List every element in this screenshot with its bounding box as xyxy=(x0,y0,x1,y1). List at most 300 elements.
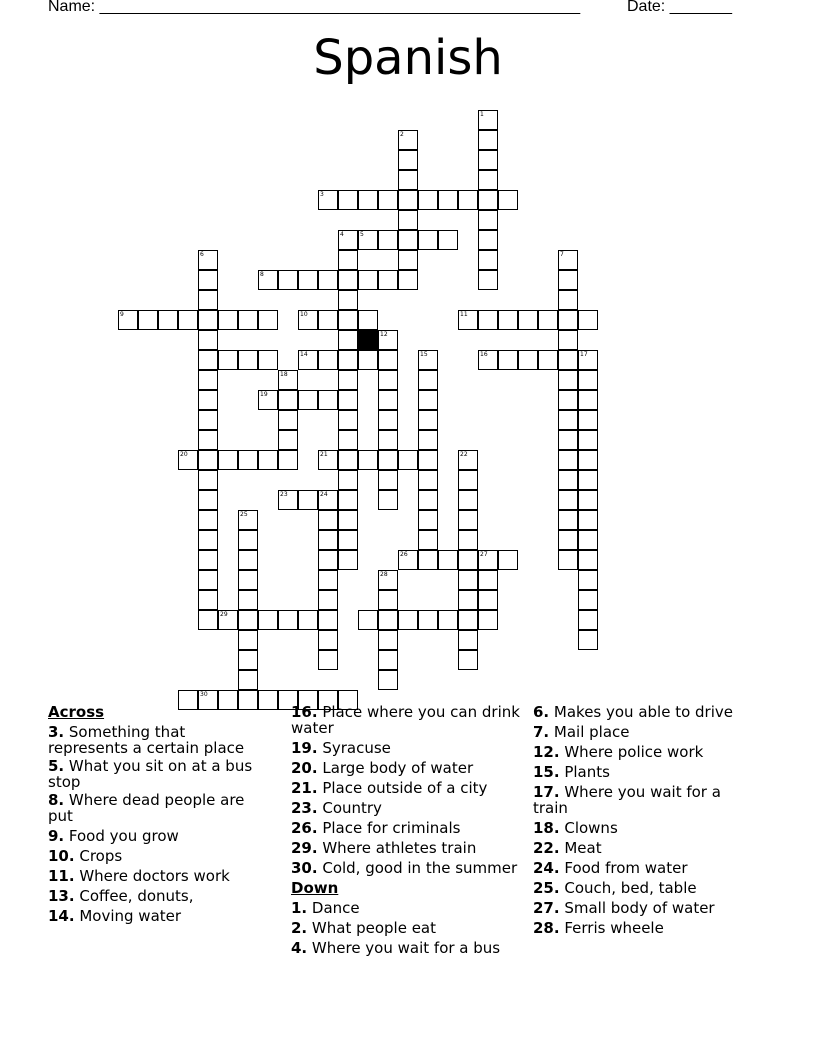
grid-cell[interactable] xyxy=(278,430,298,450)
grid-cell[interactable] xyxy=(378,230,398,250)
grid-cell[interactable] xyxy=(418,490,438,510)
grid-cell[interactable] xyxy=(478,210,498,230)
grid-cell[interactable] xyxy=(398,130,418,150)
grid-cell[interactable] xyxy=(458,650,478,670)
grid-cell[interactable] xyxy=(398,270,418,290)
grid-cell[interactable] xyxy=(578,490,598,510)
grid-cell[interactable] xyxy=(478,250,498,270)
clue-number: 4 xyxy=(340,231,344,238)
clue-item xyxy=(291,858,521,878)
grid-cell[interactable] xyxy=(258,350,278,370)
grid-cell[interactable] xyxy=(318,650,338,670)
clue-number: 5 xyxy=(360,231,364,238)
clue-number: 22 xyxy=(460,451,468,458)
grid-cell[interactable] xyxy=(358,350,378,370)
grid-cell[interactable] xyxy=(358,190,378,210)
grid-cell[interactable] xyxy=(458,610,478,630)
grid-cell[interactable] xyxy=(378,390,398,410)
clue-item xyxy=(48,758,268,790)
clue-column-3 xyxy=(533,702,753,938)
grid-cell[interactable] xyxy=(478,150,498,170)
grid-cell[interactable] xyxy=(318,390,338,410)
grid-cell[interactable] xyxy=(578,510,598,530)
grid-cell[interactable] xyxy=(578,570,598,590)
clue-item xyxy=(291,778,521,798)
clue-number-label: 2. xyxy=(291,919,308,937)
clue-number: 18 xyxy=(280,371,288,378)
grid-cell[interactable] xyxy=(338,470,358,490)
clue-number-label: 23. xyxy=(291,799,318,817)
grid-cell[interactable] xyxy=(578,390,598,410)
grid-cell[interactable] xyxy=(258,450,278,470)
grid-cell[interactable] xyxy=(498,350,518,370)
grid-cell[interactable] xyxy=(578,450,598,470)
grid-cell[interactable] xyxy=(278,450,298,470)
grid-cell[interactable] xyxy=(318,550,338,570)
clue-number: 30 xyxy=(200,691,208,698)
grid-cell[interactable] xyxy=(418,410,438,430)
clue-item xyxy=(291,838,521,858)
grid-cell[interactable] xyxy=(338,430,358,450)
grid-cell[interactable] xyxy=(578,430,598,450)
grid-cell[interactable] xyxy=(338,190,358,210)
grid-cell[interactable] xyxy=(198,290,218,310)
grid-cell[interactable] xyxy=(578,410,598,430)
grid-cell[interactable] xyxy=(458,550,478,570)
grid-cell[interactable] xyxy=(238,350,258,370)
clue-number: 29 xyxy=(220,611,228,618)
grid-cell[interactable] xyxy=(338,330,358,350)
grid-cell[interactable] xyxy=(298,350,318,370)
clue-number: 17 xyxy=(580,351,588,358)
grid-cell[interactable] xyxy=(458,190,478,210)
grid-cell[interactable] xyxy=(418,350,438,370)
grid-cell[interactable] xyxy=(218,450,238,470)
grid-cell[interactable] xyxy=(578,590,598,610)
grid-cell[interactable] xyxy=(538,310,558,330)
grid-cell[interactable] xyxy=(378,490,398,510)
clue-item xyxy=(291,758,521,778)
grid-cell[interactable] xyxy=(458,470,478,490)
grid-cell[interactable] xyxy=(578,310,598,330)
clue-column-1 xyxy=(48,702,268,926)
grid-cell[interactable] xyxy=(238,630,258,650)
clue-text: Place where you can drink water xyxy=(291,703,520,737)
grid-cell[interactable] xyxy=(198,590,218,610)
clue-text: Clowns xyxy=(559,819,618,837)
grid-cell[interactable] xyxy=(398,170,418,190)
clue-number: 2 xyxy=(400,131,404,138)
grid-cell[interactable] xyxy=(538,350,558,370)
grid-cell[interactable] xyxy=(438,610,458,630)
grid-cell[interactable] xyxy=(478,570,498,590)
grid-cell[interactable] xyxy=(578,470,598,490)
clue-text: Large body of water xyxy=(317,759,474,777)
grid-cell[interactable] xyxy=(378,270,398,290)
grid-cell[interactable] xyxy=(318,450,338,470)
clue-item xyxy=(533,878,753,898)
section-heading: Down xyxy=(291,879,339,897)
grid-cell[interactable] xyxy=(218,350,238,370)
grid-cell[interactable] xyxy=(398,230,418,250)
clue-item xyxy=(291,738,521,758)
clue-number-label: 26. xyxy=(291,819,318,837)
grid-cell[interactable] xyxy=(378,590,398,610)
clue-number-label: 24. xyxy=(533,859,560,877)
grid-cell[interactable] xyxy=(378,370,398,390)
grid-cell[interactable] xyxy=(458,530,478,550)
grid-cell[interactable] xyxy=(378,650,398,670)
grid-cell[interactable] xyxy=(378,570,398,590)
clue-number: 21 xyxy=(320,451,328,458)
clue-number: 24 xyxy=(320,491,328,498)
clue-text: Couch, bed, table xyxy=(559,879,697,897)
grid-cell[interactable] xyxy=(338,230,358,250)
grid-cell[interactable] xyxy=(198,530,218,550)
grid-cell[interactable] xyxy=(338,510,358,530)
grid-cell[interactable] xyxy=(418,430,438,450)
clue-number: 16 xyxy=(480,351,488,358)
grid-cell[interactable] xyxy=(498,310,518,330)
grid-cell[interactable] xyxy=(338,490,358,510)
grid-cell[interactable] xyxy=(438,190,458,210)
grid-cell[interactable] xyxy=(258,610,278,630)
grid-cell[interactable] xyxy=(198,350,218,370)
grid-cell[interactable] xyxy=(318,590,338,610)
clue-text: Plants xyxy=(559,763,610,781)
clue-text: Makes you able to drive xyxy=(549,703,734,721)
clue-text: What you sit on at a bus stop xyxy=(48,757,253,791)
clue-number-label: 27. xyxy=(533,899,560,917)
grid-cell[interactable] xyxy=(318,510,338,530)
grid-cell[interactable] xyxy=(158,310,178,330)
clue-number: 3 xyxy=(320,191,324,198)
grid-cell[interactable] xyxy=(578,550,598,570)
grid-cell[interactable] xyxy=(198,510,218,530)
grid-cell[interactable] xyxy=(378,330,398,350)
clue-number-label: 19. xyxy=(291,739,318,757)
grid-cell[interactable] xyxy=(318,490,338,510)
grid-cell[interactable] xyxy=(198,610,218,630)
grid-cell[interactable] xyxy=(278,370,298,390)
grid-cell[interactable] xyxy=(238,570,258,590)
grid-cell[interactable] xyxy=(238,610,258,630)
grid-cell[interactable] xyxy=(478,310,498,330)
clue-text: Ferris wheele xyxy=(559,919,664,937)
grid-cell[interactable] xyxy=(558,250,578,270)
grid-cell[interactable] xyxy=(338,250,358,270)
clue-number-label: 3. xyxy=(48,723,65,741)
grid-cell[interactable] xyxy=(238,590,258,610)
grid-cell[interactable] xyxy=(418,610,438,630)
clue-item xyxy=(48,866,268,886)
grid-cell[interactable] xyxy=(478,610,498,630)
grid-cell[interactable] xyxy=(318,570,338,590)
grid-cell[interactable] xyxy=(198,410,218,430)
grid-cell[interactable] xyxy=(478,270,498,290)
grid-cell[interactable] xyxy=(558,350,578,370)
clue-text: Where athletes train xyxy=(317,839,477,857)
grid-cell[interactable] xyxy=(338,530,358,550)
grid-cell[interactable] xyxy=(318,190,338,210)
clue-text: Country xyxy=(317,799,382,817)
grid-cell[interactable] xyxy=(518,350,538,370)
clue-item xyxy=(533,838,753,858)
grid-cell[interactable] xyxy=(478,170,498,190)
clue-item xyxy=(533,784,753,816)
grid-cell[interactable] xyxy=(438,550,458,570)
grid-cell[interactable] xyxy=(338,270,358,290)
grid-cell[interactable] xyxy=(298,270,318,290)
clue-number-label: 28. xyxy=(533,919,560,937)
grid-cell[interactable] xyxy=(258,390,278,410)
grid-cell[interactable] xyxy=(238,310,258,330)
grid-cell[interactable] xyxy=(578,630,598,650)
clue-text: Place for criminals xyxy=(317,819,461,837)
grid-cell[interactable] xyxy=(338,370,358,390)
grid-cell[interactable] xyxy=(398,210,418,230)
grid-cell[interactable] xyxy=(278,490,298,510)
grid-cell[interactable] xyxy=(398,150,418,170)
name-field: Name: ______________________________________________________ xyxy=(48,0,581,15)
grid-cell[interactable] xyxy=(198,570,218,590)
grid-cell[interactable] xyxy=(398,550,418,570)
grid-cell[interactable] xyxy=(318,310,338,330)
grid-cell[interactable] xyxy=(178,450,198,470)
grid-cell[interactable] xyxy=(198,450,218,470)
clue-text: Small body of water xyxy=(559,899,715,917)
grid-cell[interactable] xyxy=(198,330,218,350)
clue-item xyxy=(533,742,753,762)
grid-cell[interactable] xyxy=(378,610,398,630)
clue-item xyxy=(48,886,268,906)
clue-text: What people eat xyxy=(307,919,437,937)
grid-cell[interactable] xyxy=(398,190,418,210)
clue-text: Where police work xyxy=(559,743,704,761)
grid-cell[interactable] xyxy=(518,310,538,330)
clue-text: Cold, good in the summer xyxy=(317,859,518,877)
clue-text: Mail place xyxy=(549,723,630,741)
grid-cell[interactable] xyxy=(198,270,218,290)
grid-cell[interactable] xyxy=(418,190,438,210)
grid-cell[interactable] xyxy=(558,530,578,550)
grid-cell[interactable] xyxy=(418,510,438,530)
grid-cell[interactable] xyxy=(318,270,338,290)
clue-number-label: 18. xyxy=(533,819,560,837)
grid-cell[interactable] xyxy=(198,310,218,330)
grid-cell[interactable] xyxy=(378,470,398,490)
grid-cell[interactable] xyxy=(458,510,478,530)
grid-cell[interactable] xyxy=(458,570,478,590)
clue-number: 7 xyxy=(560,251,564,258)
clue-number-label: 10. xyxy=(48,847,75,865)
grid-cell[interactable] xyxy=(558,270,578,290)
grid-cell[interactable] xyxy=(558,470,578,490)
grid-cell[interactable] xyxy=(478,350,498,370)
grid-cell[interactable] xyxy=(198,370,218,390)
grid-cell[interactable] xyxy=(238,510,258,530)
clue-item xyxy=(533,898,753,918)
clue-number: 20 xyxy=(180,451,188,458)
grid-cell[interactable] xyxy=(358,610,378,630)
grid-cell[interactable] xyxy=(378,350,398,370)
grid-cell[interactable] xyxy=(378,670,398,690)
grid-cell[interactable] xyxy=(478,110,498,130)
grid-cell[interactable] xyxy=(198,430,218,450)
grid-cell[interactable] xyxy=(238,530,258,550)
grid-cell[interactable] xyxy=(558,550,578,570)
clue-number: 8 xyxy=(260,271,264,278)
grid-cell[interactable] xyxy=(318,630,338,650)
grid-cell[interactable] xyxy=(278,270,298,290)
grid-cell[interactable] xyxy=(338,310,358,330)
grid-cell[interactable] xyxy=(198,250,218,270)
grid-cell[interactable] xyxy=(318,530,338,550)
grid-cell[interactable] xyxy=(558,490,578,510)
grid-cell[interactable] xyxy=(578,370,598,390)
grid-cell[interactable] xyxy=(298,490,318,510)
grid-cell[interactable] xyxy=(578,350,598,370)
grid-cell[interactable] xyxy=(138,310,158,330)
clue-column-2 xyxy=(291,702,521,958)
grid-cell[interactable] xyxy=(578,530,598,550)
clue-number: 1 xyxy=(480,111,484,118)
grid-cell[interactable] xyxy=(278,390,298,410)
grid-cell[interactable] xyxy=(558,330,578,350)
grid-cell[interactable] xyxy=(478,590,498,610)
grid-cell[interactable] xyxy=(458,590,478,610)
clue-item xyxy=(48,906,268,926)
grid-cell[interactable] xyxy=(558,510,578,530)
grid-cell[interactable] xyxy=(238,650,258,670)
grid-cell[interactable] xyxy=(418,230,438,250)
clue-number-label: 20. xyxy=(291,759,318,777)
grid-cell[interactable] xyxy=(498,550,518,570)
grid-cell[interactable] xyxy=(358,450,378,470)
clue-item xyxy=(291,938,521,958)
grid-cell[interactable] xyxy=(418,550,438,570)
grid-cell[interactable] xyxy=(418,470,438,490)
grid-cell[interactable] xyxy=(478,130,498,150)
clue-text: Syracuse xyxy=(317,739,391,757)
grid-cell[interactable] xyxy=(278,410,298,430)
grid-cell[interactable] xyxy=(378,430,398,450)
grid-cell[interactable] xyxy=(178,310,198,330)
grid-cell[interactable] xyxy=(238,670,258,690)
grid-cell[interactable] xyxy=(578,610,598,630)
grid-cell[interactable] xyxy=(498,190,518,210)
clue-number-label: 5. xyxy=(48,757,65,775)
clue-number: 9 xyxy=(120,311,124,318)
grid-cell[interactable] xyxy=(318,610,338,630)
clue-number-label: 17. xyxy=(533,783,560,801)
grid-cell[interactable] xyxy=(558,290,578,310)
clue-number: 14 xyxy=(300,351,308,358)
grid-cell[interactable] xyxy=(478,230,498,250)
grid-cell[interactable] xyxy=(218,610,238,630)
grid-cell[interactable] xyxy=(238,550,258,570)
clue-number-label: 15. xyxy=(533,763,560,781)
grid-cell[interactable] xyxy=(398,450,418,470)
grid-cell[interactable] xyxy=(338,350,358,370)
grid-cell[interactable] xyxy=(198,490,218,510)
grid-cell[interactable] xyxy=(358,230,378,250)
grid-cell[interactable] xyxy=(238,450,258,470)
grid-cell[interactable] xyxy=(378,630,398,650)
clue-number-label: 14. xyxy=(48,907,75,925)
grid-cell[interactable] xyxy=(558,410,578,430)
grid-cell[interactable] xyxy=(358,310,378,330)
grid-cell[interactable] xyxy=(338,410,358,430)
grid-cell[interactable] xyxy=(298,390,318,410)
grid-cell[interactable] xyxy=(458,490,478,510)
grid-cell[interactable] xyxy=(338,390,358,410)
clue-number: 12 xyxy=(380,331,388,338)
grid-cell[interactable] xyxy=(198,390,218,410)
grid-cell[interactable] xyxy=(338,550,358,570)
grid-cell[interactable] xyxy=(118,310,138,330)
grid-cell[interactable] xyxy=(398,610,418,630)
grid-cell[interactable] xyxy=(458,450,478,470)
clue-number-label: 8. xyxy=(48,791,65,809)
puzzle-title: Spanish xyxy=(313,30,503,86)
grid-cell[interactable] xyxy=(458,310,478,330)
grid-cell[interactable] xyxy=(258,270,278,290)
grid-cell[interactable] xyxy=(318,350,338,370)
grid-cell[interactable] xyxy=(438,230,458,250)
grid-cell[interactable] xyxy=(378,410,398,430)
grid-cell[interactable] xyxy=(478,550,498,570)
grid-cell[interactable] xyxy=(558,370,578,390)
clue-number: 23 xyxy=(280,491,288,498)
grid-cell[interactable] xyxy=(558,390,578,410)
grid-cell[interactable] xyxy=(258,310,278,330)
grid-cell[interactable] xyxy=(358,270,378,290)
grid-cell[interactable] xyxy=(298,310,318,330)
grid-cell[interactable] xyxy=(418,530,438,550)
grid-cell[interactable] xyxy=(418,390,438,410)
clue-text: Where you wait for a bus xyxy=(307,939,501,957)
grid-cell[interactable] xyxy=(298,610,318,630)
clue-text: Crops xyxy=(74,847,123,865)
clue-text: Coffee, donuts, xyxy=(74,887,194,905)
grid-cell[interactable] xyxy=(378,450,398,470)
grid-cell[interactable] xyxy=(418,450,438,470)
clue-number-label: 22. xyxy=(533,839,560,857)
grid-cell[interactable] xyxy=(398,250,418,270)
grid-cell[interactable] xyxy=(418,370,438,390)
grid-cell[interactable] xyxy=(558,430,578,450)
clue-number-label: 6. xyxy=(533,703,550,721)
grid-cell[interactable] xyxy=(198,550,218,570)
grid-cell[interactable] xyxy=(558,450,578,470)
grid-cell[interactable] xyxy=(458,630,478,650)
grid-cell[interactable] xyxy=(218,310,238,330)
clue-number-label: 1. xyxy=(291,899,308,917)
grid-cell[interactable] xyxy=(478,190,498,210)
grid-cell[interactable] xyxy=(278,610,298,630)
clue-number-label: 25. xyxy=(533,879,560,897)
grid-cell[interactable] xyxy=(558,310,578,330)
grid-cell[interactable] xyxy=(338,450,358,470)
grid-cell[interactable] xyxy=(338,290,358,310)
clue-number-label: 9. xyxy=(48,827,65,845)
clue-item xyxy=(48,826,268,846)
clue-number: 26 xyxy=(400,551,408,558)
grid-cell[interactable] xyxy=(198,470,218,490)
grid-cell[interactable] xyxy=(378,190,398,210)
clue-text: Food you grow xyxy=(64,827,179,845)
